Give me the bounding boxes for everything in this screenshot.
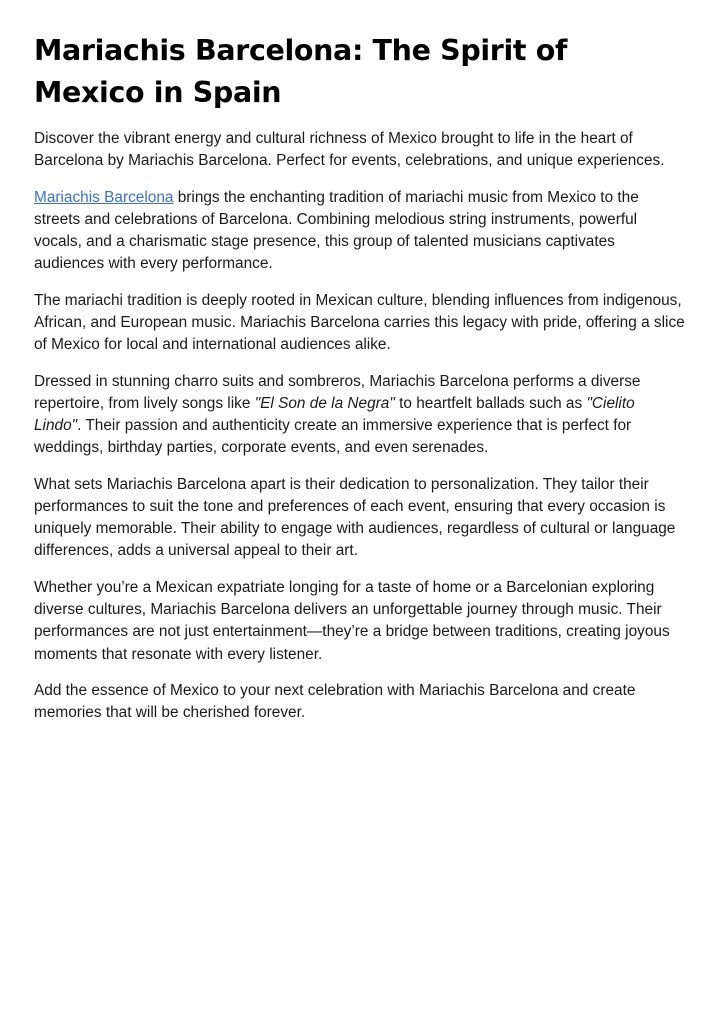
paragraph-6: Add the essence of Mexico to your next celebration with Mariachis Barcelona and create memories that will be cherished forever. (34, 682, 636, 722)
paragraph-1 (34, 187, 686, 276)
paragraph-3-text-b: to heartfelt ballads such as (394, 394, 587, 412)
mariachis-barcelona-link[interactable]: Mariachis Barcelona (34, 188, 174, 206)
paragraph-5: Whether you’re a Mexican expatriate longing for a taste of home or a Barcelonian exploring diverse cultures, Mariachis Barcelona delivers an unforgettable journey through music. Their performances are not just entertainment—they’re a bridge between traditions, creating joyous moments that resonate with every listener. (34, 578, 670, 663)
paragraph-4: What sets Mariachis Barcelona apart is their dedication to personalization. They tailor their performances to suit the tone and preferences of each event, ensuring that every occasion is uniquely memorable. Their ability to engage with audiences, regardless of cultural or language differences, adds a universal appeal to their art. (34, 475, 676, 560)
paragraph-3-text-a: Dressed in stunning charro suits and sombreros, Mariachis Barcelona performs a diverse repertoire, from lively songs like (34, 372, 641, 412)
paragraph-3-text-c: . Their passion and authenticity create an immersive experience that is perfect for weddings, birthday parties, corporate events, and even serenades. (34, 417, 632, 457)
song-title-el-son-de-la-negra: "El Son de la Negra" (254, 394, 395, 412)
paragraph-1-text: brings the enchanting tradition of mariachi music from Mexico to the streets and celebrations of Barcelona. Combining melodious string instruments, powerful vocals, and a charismatic stage presence, this group of talented musicians captivates audiences with every performance. (34, 188, 639, 273)
article (34, 30, 686, 739)
paragraph-3 (34, 371, 686, 460)
page-title: Mariachis Barcelona: The Spirit of Mexico in Spain (34, 34, 568, 109)
intro-paragraph: Discover the vibrant energy and cultural richness of Mexico brought to life in the heart of Barcelona by Mariachis Barcelona. Perfect for events, celebrations, and unique experiences. (34, 130, 665, 170)
paragraph-2: The mariachi tradition is deeply rooted in Mexican culture, blending influences from indigenous, African, and European music. Mariachis Barcelona carries this legacy with pride, offering a slice of Mexico for local and international audiences alike. (34, 291, 685, 354)
song-title-cielito-lindo: "Cielito Lindo" (34, 394, 635, 435)
